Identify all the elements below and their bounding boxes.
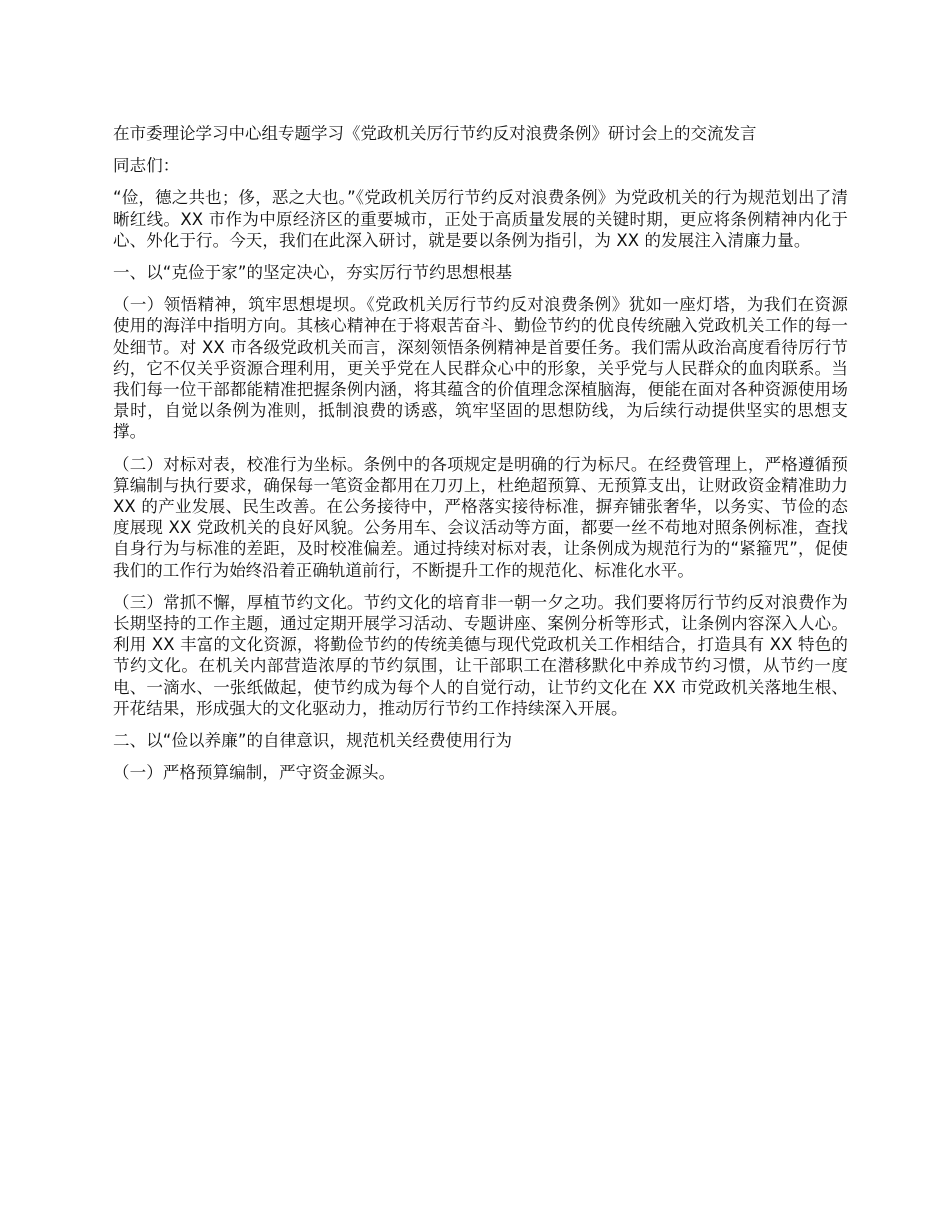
paragraph-1-3: （三）常抓不懈，厚植节约文化。节约文化的培育非一朝一夕之功。我们要将厉行节约反对浪费作为长期坚持的工作主题，通过定期开展学习活动、专题讲座、案例分析等形式，让条例内容深入人心。利用 XX 丰富的文化资源，将勤俭节约的传统美德与现代党政机关工作相结合，打造具有 XX 特色的节约文化。在机关内部营造浓厚的节约氛围，让干部职工在潜移默化中养成节约习惯，从节约一度电、一滴水、一张纸做起，使节约成为每个人的自觉行动，让节约文化在 XX 市党政机关落地生根、开花结果，形成强大的文化驱动力，推动厉行节约工作持续深入开展。	[113, 592, 848, 718]
paragraph-1-1: （一）领悟精神，筑牢思想堤坝。《党政机关厉行节约反对浪费条例》犹如一座灯塔，为我们在资源使用的海洋中指明方向。其核心精神在于将艰苦奋斗、勤俭节约的优良传统融入党政机关工作的每一处细节。对 XX 市各级党政机关而言，深刻领悟条例精神是首要任务。我们需从政治高度看待厉行节约，它不仅关乎资源合理利用，更关乎党在人民群众心中的形象，关乎党与人民群众的血肉联系。当我们每一位干部都能精准把握条例内涵，将其蕴含的价值理念深植脑海，便能在面对各种资源使用场景时，自觉以条例为准则，抵制浪费的诱惑，筑牢坚固的思想防线，为后续行动提供坚实的思想支撑。	[113, 295, 848, 442]
salutation: 同志们：	[113, 156, 180, 176]
section-heading-1: 一、以“克俭于家”的坚定决心，夯实厉行节约思想根基	[113, 263, 513, 283]
document-body	[113, 123, 848, 794]
section-heading-2: 二、以“俭以养廉”的自律意识，规范机关经费使用行为	[113, 731, 513, 751]
intro-paragraph: “俭，德之共也；侈，恶之大也。”《党政机关厉行节约反对浪费条例》为党政机关的行为规范划出了清晰红线。XX 市作为中原经济区的重要城市，正处于高质量发展的关键时期，更应将条例精神内化于心、外化于行。今天，我们在此深入研讨，就是要以条例为指引，为 XX 的发展注入清廉力量。	[113, 188, 848, 250]
paragraph-2-1: （一）严格预算编制，严守资金源头。	[113, 763, 396, 783]
paragraph-1-2: （二）对标对表，校准行为坐标。条例中的各项规定是明确的行为标尺。在经费管理上，严格遵循预算编制与执行要求，确保每一笔资金都用在刀刃上，杜绝超预算、无预算支出，让财政资金精准助力 XX 的产业发展、民生改善。在公务接待中，严格落实接待标准，摒弃铺张奢华，以务实、节俭的态度展现 XX 党政机关的良好风貌。公务用车、会议活动等方面，都要一丝不苟地对照条例标准，查找自身行为与标准的差距，及时校准偏差。通过持续对标对表，让条例成为规范行为的“紧箍咒”，促使我们的工作行为始终沿着正确轨道前行，不断提升工作的规范化、标准化水平。	[113, 454, 848, 580]
document-title: 在市委理论学习中心组专题学习《党政机关厉行节约反对浪费条例》研讨会上的交流发言	[113, 124, 757, 143]
